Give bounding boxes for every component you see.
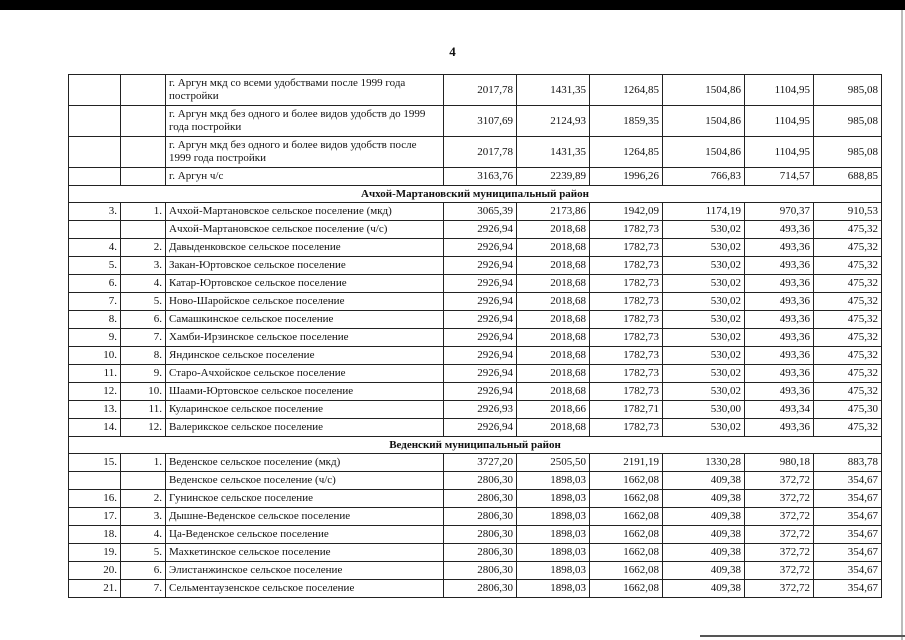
value-cell-5: 493,36: [745, 275, 814, 293]
settlement-name: Ново-Шаройское сельское поселение: [166, 293, 444, 311]
row-number: 10.: [69, 347, 121, 365]
value-cell-6: 985,08: [814, 106, 882, 137]
table-row: [69, 580, 882, 598]
value-cell-4: 530,02: [663, 257, 745, 275]
row-subnumber: 7.: [121, 329, 166, 347]
value-cell-6: 883,78: [814, 454, 882, 472]
table-row: [69, 275, 882, 293]
table-row: [69, 221, 882, 239]
value-cell-3: 1662,08: [590, 490, 663, 508]
value-cell-3: 1662,08: [590, 580, 663, 598]
value-cell-2: 1898,03: [517, 526, 590, 544]
value-cell-3: 1782,73: [590, 221, 663, 239]
row-number: [69, 137, 121, 168]
value-cell-1: 3107,69: [444, 106, 517, 137]
table-row: [69, 293, 882, 311]
row-number: 15.: [69, 454, 121, 472]
value-cell-1: 2806,30: [444, 508, 517, 526]
value-cell-3: 1942,09: [590, 203, 663, 221]
table-row: [69, 526, 882, 544]
table-row: [69, 490, 882, 508]
value-cell-6: 475,32: [814, 365, 882, 383]
value-cell-1: 3727,20: [444, 454, 517, 472]
value-cell-1: 2926,94: [444, 275, 517, 293]
value-cell-2: 2018,68: [517, 257, 590, 275]
value-cell-5: 493,36: [745, 311, 814, 329]
table-body: [69, 75, 882, 598]
table-row: [69, 329, 882, 347]
table-row: [69, 203, 882, 221]
value-cell-1: 2806,30: [444, 526, 517, 544]
value-cell-3: 1782,71: [590, 401, 663, 419]
value-cell-2: 2018,66: [517, 401, 590, 419]
value-cell-3: 1264,85: [590, 75, 663, 106]
value-cell-3: 1782,73: [590, 275, 663, 293]
value-cell-5: 493,36: [745, 221, 814, 239]
table-row: [69, 75, 882, 106]
row-number: 11.: [69, 365, 121, 383]
settlement-name: Гунинское сельское поселение: [166, 490, 444, 508]
settlement-name: Кулаpинское сельское поселение: [166, 401, 444, 419]
value-cell-3: 1782,73: [590, 419, 663, 437]
value-cell-3: 1662,08: [590, 562, 663, 580]
value-cell-6: 475,32: [814, 275, 882, 293]
value-cell-1: 2806,30: [444, 580, 517, 598]
value-cell-6: 475,32: [814, 293, 882, 311]
settlement-name: Веденское сельское поселение (мкд): [166, 454, 444, 472]
value-cell-1: 2806,30: [444, 562, 517, 580]
value-cell-5: 1104,95: [745, 75, 814, 106]
value-cell-2: 2018,68: [517, 293, 590, 311]
settlement-name: г. Аргун мкд без одного и более видов удобств после 1999 года постройки: [166, 137, 444, 168]
value-cell-6: 354,67: [814, 544, 882, 562]
value-cell-1: 2806,30: [444, 472, 517, 490]
value-cell-2: 2018,68: [517, 275, 590, 293]
settlement-name: Хамби-Ирзинское сельское поселение: [166, 329, 444, 347]
value-cell-5: 372,72: [745, 562, 814, 580]
row-subnumber: 5.: [121, 544, 166, 562]
value-cell-5: 970,37: [745, 203, 814, 221]
value-cell-4: 530,00: [663, 401, 745, 419]
value-cell-1: 2926,94: [444, 419, 517, 437]
table-row: [69, 137, 882, 168]
settlement-name: Ачхой-Мартановское сельское поселение (ч/с): [166, 221, 444, 239]
table-row: [69, 311, 882, 329]
value-cell-2: 2018,68: [517, 383, 590, 401]
value-cell-2: 2018,68: [517, 239, 590, 257]
value-cell-4: 530,02: [663, 221, 745, 239]
value-cell-5: 372,72: [745, 544, 814, 562]
value-cell-6: 985,08: [814, 137, 882, 168]
value-cell-3: 1662,08: [590, 508, 663, 526]
row-number: [69, 168, 121, 186]
row-number: 17.: [69, 508, 121, 526]
settlement-name: г. Аргун мкд без одного и более видов удобств до 1999 года постройки: [166, 106, 444, 137]
value-cell-4: 530,02: [663, 365, 745, 383]
scan-bottom-edge: [700, 635, 905, 637]
row-number: 14.: [69, 419, 121, 437]
value-cell-6: 985,08: [814, 75, 882, 106]
value-cell-6: 354,67: [814, 580, 882, 598]
value-cell-5: 493,36: [745, 257, 814, 275]
row-number: 12.: [69, 383, 121, 401]
table-row: [69, 239, 882, 257]
row-number: 8.: [69, 311, 121, 329]
settlement-name: Катар-Юртовское сельское поселение: [166, 275, 444, 293]
settlement-name: Дышне-Веденское сельское поселение: [166, 508, 444, 526]
value-cell-2: 2018,68: [517, 221, 590, 239]
settlement-name: Яндинское сельское поселение: [166, 347, 444, 365]
value-cell-3: 1662,08: [590, 472, 663, 490]
value-cell-2: 1898,03: [517, 544, 590, 562]
table-row: [69, 365, 882, 383]
row-subnumber: [121, 75, 166, 106]
value-cell-2: 2505,50: [517, 454, 590, 472]
value-cell-3: 2191,19: [590, 454, 663, 472]
value-cell-5: 493,36: [745, 419, 814, 437]
row-subnumber: 7.: [121, 580, 166, 598]
value-cell-2: 1431,35: [517, 137, 590, 168]
row-subnumber: 2.: [121, 239, 166, 257]
settlement-name: Ачхой-Мартановское сельское поселение (мкд): [166, 203, 444, 221]
row-number: 6.: [69, 275, 121, 293]
value-cell-1: 2017,78: [444, 75, 517, 106]
scan-top-edge: [0, 0, 905, 10]
value-cell-6: 475,32: [814, 311, 882, 329]
value-cell-6: 354,67: [814, 490, 882, 508]
value-cell-2: 1898,03: [517, 508, 590, 526]
value-cell-5: 372,72: [745, 580, 814, 598]
row-number: 21.: [69, 580, 121, 598]
row-number: [69, 221, 121, 239]
row-subnumber: 4.: [121, 275, 166, 293]
value-cell-4: 1504,86: [663, 106, 745, 137]
value-cell-2: 1898,03: [517, 472, 590, 490]
value-cell-3: 1782,73: [590, 311, 663, 329]
value-cell-6: 475,32: [814, 383, 882, 401]
value-cell-2: 2124,93: [517, 106, 590, 137]
value-cell-4: 1174,19: [663, 203, 745, 221]
value-cell-2: 2018,68: [517, 347, 590, 365]
value-cell-6: 475,32: [814, 257, 882, 275]
value-cell-4: 766,83: [663, 168, 745, 186]
settlement-name: Веденское сельское поселение (ч/с): [166, 472, 444, 490]
value-cell-1: 2926,94: [444, 365, 517, 383]
value-cell-6: 688,85: [814, 168, 882, 186]
settlement-name: Ца-Веденское сельское поселение: [166, 526, 444, 544]
value-cell-5: 493,36: [745, 347, 814, 365]
value-cell-1: 2806,30: [444, 544, 517, 562]
settlement-name: Махкетинское сельское поселение: [166, 544, 444, 562]
value-cell-3: 1662,08: [590, 544, 663, 562]
value-cell-5: 493,36: [745, 365, 814, 383]
value-cell-1: 2926,94: [444, 311, 517, 329]
value-cell-4: 1504,86: [663, 75, 745, 106]
value-cell-2: 1898,03: [517, 490, 590, 508]
section-title: Ачхой-Мартановский муниципальный район: [69, 186, 882, 203]
value-cell-5: 493,34: [745, 401, 814, 419]
value-cell-3: 1782,73: [590, 329, 663, 347]
value-cell-1: 2926,94: [444, 239, 517, 257]
value-cell-2: 2018,68: [517, 329, 590, 347]
value-cell-2: 2239,89: [517, 168, 590, 186]
section-header-row: [69, 186, 882, 203]
table-row: [69, 383, 882, 401]
value-cell-6: 910,53: [814, 203, 882, 221]
value-cell-4: 409,38: [663, 490, 745, 508]
value-cell-1: 2926,94: [444, 221, 517, 239]
table-row: [69, 508, 882, 526]
value-cell-6: 475,30: [814, 401, 882, 419]
row-number: 4.: [69, 239, 121, 257]
value-cell-5: 980,18: [745, 454, 814, 472]
value-cell-6: 354,67: [814, 472, 882, 490]
row-subnumber: 10.: [121, 383, 166, 401]
value-cell-5: 372,72: [745, 472, 814, 490]
row-subnumber: 8.: [121, 347, 166, 365]
value-cell-4: 530,02: [663, 293, 745, 311]
row-number: 3.: [69, 203, 121, 221]
value-cell-2: 1898,03: [517, 580, 590, 598]
row-subnumber: 11.: [121, 401, 166, 419]
value-cell-6: 354,67: [814, 562, 882, 580]
table-row: [69, 347, 882, 365]
value-cell-1: 2926,94: [444, 257, 517, 275]
row-subnumber: [121, 106, 166, 137]
value-cell-4: 530,02: [663, 239, 745, 257]
row-number: 7.: [69, 293, 121, 311]
value-cell-1: 2926,94: [444, 329, 517, 347]
row-number: 5.: [69, 257, 121, 275]
value-cell-4: 530,02: [663, 383, 745, 401]
row-subnumber: 2.: [121, 490, 166, 508]
value-cell-3: 1782,73: [590, 239, 663, 257]
table-row: [69, 454, 882, 472]
scan-right-edge: [901, 10, 903, 640]
table-row: [69, 544, 882, 562]
value-cell-2: 1431,35: [517, 75, 590, 106]
settlement-name: Валерикское сельское поселение: [166, 419, 444, 437]
row-number: [69, 472, 121, 490]
row-subnumber: 3.: [121, 508, 166, 526]
value-cell-1: 2926,93: [444, 401, 517, 419]
row-subnumber: 3.: [121, 257, 166, 275]
value-cell-2: 2018,68: [517, 365, 590, 383]
value-cell-4: 1330,28: [663, 454, 745, 472]
row-subnumber: 6.: [121, 311, 166, 329]
value-cell-3: 1782,73: [590, 347, 663, 365]
table-row: [69, 168, 882, 186]
value-cell-1: 2926,94: [444, 347, 517, 365]
value-cell-6: 475,32: [814, 347, 882, 365]
value-cell-1: 3065,39: [444, 203, 517, 221]
row-number: 13.: [69, 401, 121, 419]
value-cell-3: 1859,35: [590, 106, 663, 137]
value-cell-4: 409,38: [663, 562, 745, 580]
value-cell-6: 475,32: [814, 329, 882, 347]
tariff-table: [68, 74, 882, 598]
row-subnumber: 1.: [121, 203, 166, 221]
value-cell-2: 2173,86: [517, 203, 590, 221]
value-cell-5: 372,72: [745, 490, 814, 508]
value-cell-3: 1662,08: [590, 526, 663, 544]
value-cell-3: 1782,73: [590, 383, 663, 401]
value-cell-5: 1104,95: [745, 106, 814, 137]
value-cell-4: 530,02: [663, 311, 745, 329]
value-cell-3: 1996,26: [590, 168, 663, 186]
value-cell-5: 493,36: [745, 239, 814, 257]
value-cell-1: 3163,76: [444, 168, 517, 186]
value-cell-4: 530,02: [663, 275, 745, 293]
value-cell-4: 530,02: [663, 419, 745, 437]
row-number: 19.: [69, 544, 121, 562]
value-cell-3: 1782,73: [590, 365, 663, 383]
value-cell-1: 2926,94: [444, 383, 517, 401]
value-cell-1: 2806,30: [444, 490, 517, 508]
table-row: [69, 562, 882, 580]
page-number: 4: [449, 44, 456, 59]
settlement-name: Сельментаузенское сельское поселение: [166, 580, 444, 598]
value-cell-4: 409,38: [663, 508, 745, 526]
section-title: Веденский муниципальный район: [69, 437, 882, 454]
value-cell-6: 475,32: [814, 221, 882, 239]
value-cell-5: 372,72: [745, 508, 814, 526]
settlement-name: г. Аргун ч/с: [166, 168, 444, 186]
value-cell-5: 714,57: [745, 168, 814, 186]
row-subnumber: 9.: [121, 365, 166, 383]
value-cell-2: 1898,03: [517, 562, 590, 580]
row-subnumber: [121, 472, 166, 490]
value-cell-5: 372,72: [745, 526, 814, 544]
row-subnumber: 1.: [121, 454, 166, 472]
row-subnumber: [121, 137, 166, 168]
row-number: 9.: [69, 329, 121, 347]
table-row: [69, 106, 882, 137]
value-cell-4: 409,38: [663, 580, 745, 598]
settlement-name: Старо-Ачхойское сельское поселение: [166, 365, 444, 383]
value-cell-4: 409,38: [663, 526, 745, 544]
table-row: [69, 257, 882, 275]
value-cell-2: 2018,68: [517, 311, 590, 329]
row-number: 16.: [69, 490, 121, 508]
value-cell-4: 530,02: [663, 329, 745, 347]
value-cell-4: 409,38: [663, 472, 745, 490]
value-cell-5: 493,36: [745, 383, 814, 401]
settlement-name: Закан-Юртовское сельское поселение: [166, 257, 444, 275]
value-cell-5: 493,36: [745, 293, 814, 311]
row-subnumber: 6.: [121, 562, 166, 580]
row-subnumber: 12.: [121, 419, 166, 437]
table-row: [69, 472, 882, 490]
row-number: 20.: [69, 562, 121, 580]
value-cell-3: 1782,73: [590, 257, 663, 275]
settlement-name: Самашкинское сельское поселение: [166, 311, 444, 329]
row-number: [69, 106, 121, 137]
settlement-name: Давыденковское сельское поселение: [166, 239, 444, 257]
settlement-name: г. Аргун мкд со всеми удобствами после 1999 года постройки: [166, 75, 444, 106]
value-cell-1: 2926,94: [444, 293, 517, 311]
table-row: [69, 419, 882, 437]
table-row: [69, 401, 882, 419]
value-cell-4: 409,38: [663, 544, 745, 562]
value-cell-6: 475,32: [814, 419, 882, 437]
row-subnumber: 4.: [121, 526, 166, 544]
row-number: 18.: [69, 526, 121, 544]
row-subnumber: [121, 221, 166, 239]
section-header-row: [69, 437, 882, 454]
settlement-name: Шаами-Юртовское сельское поселение: [166, 383, 444, 401]
value-cell-5: 1104,95: [745, 137, 814, 168]
row-subnumber: 5.: [121, 293, 166, 311]
value-cell-5: 493,36: [745, 329, 814, 347]
value-cell-1: 2017,78: [444, 137, 517, 168]
settlement-name: Элистанжинское сельское поселение: [166, 562, 444, 580]
value-cell-6: 354,67: [814, 526, 882, 544]
value-cell-4: 1504,86: [663, 137, 745, 168]
row-subnumber: [121, 168, 166, 186]
row-number: [69, 75, 121, 106]
value-cell-4: 530,02: [663, 347, 745, 365]
value-cell-6: 475,32: [814, 239, 882, 257]
value-cell-3: 1264,85: [590, 137, 663, 168]
value-cell-6: 354,67: [814, 508, 882, 526]
value-cell-3: 1782,73: [590, 293, 663, 311]
value-cell-2: 2018,68: [517, 419, 590, 437]
